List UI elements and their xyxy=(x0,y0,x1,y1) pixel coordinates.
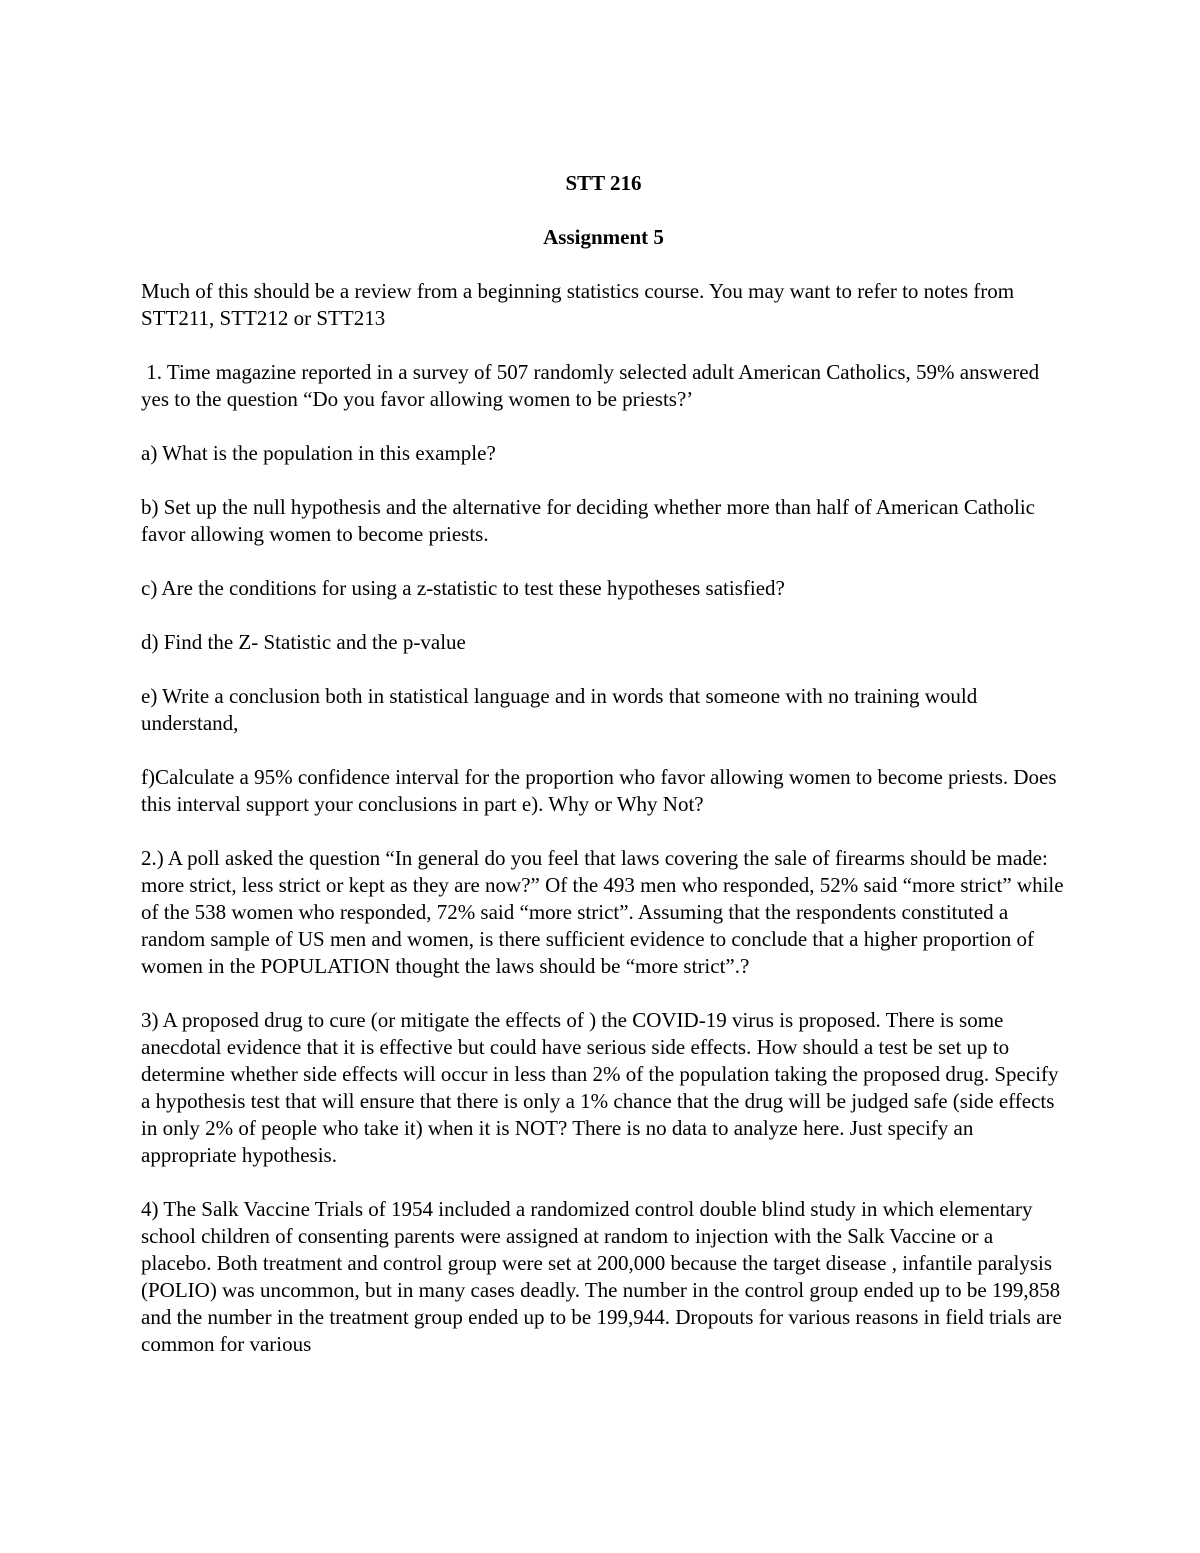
question-1-part-f: f)Calculate a 95% confidence interval for the proportion who favor allowing women to become priests. Does this interval support your conclusions in part e). Why or Why Not? xyxy=(141,765,1057,816)
question-3: 3) A proposed drug to cure (or mitigate the effects of ) the COVID-19 virus is proposed. There is some anecdotal evidence that it is effective but could have serious side effects. How should a test be set up to determine whether side effects will occur in less than 2% of the population taking the proposed drug. Specify a hypothesis test that will ensure that there is only a 1% chance that the drug will be judged safe (side effects in only 2% of people who take it) when it is NOT? There is no data to analyze here. Just specify an appropriate hypothesis. xyxy=(141,1008,1059,1167)
question-4: 4) The Salk Vaccine Trials of 1954 included a randomized control double blind study in which elementary school children of consenting parents were assigned at random to injection with the Salk Vaccine or a placebo. Both treatment and control group were set at 200,000 because the target disease , infantile paralysis (POLIO) was uncommon, but in many cases deadly. The number in the control group ended up to be 199,858 and the number in the treatment group ended up to be 199,944. Dropouts for various reasons in field trials are common for various xyxy=(141,1197,1062,1356)
question-2: 2.) A poll asked the question “In general do you feel that laws covering the sale of firearms should be made: more strict, less strict or kept as they are now?” Of the 493 men who responded, 52% said “more strict” while of the 538 women who responded, 72% said “more strict”. Assuming that the respondents constituted a random sample of US men and women, is there sufficient evidence to conclude that a higher proportion of women in the POPULATION thought the laws should be “more strict”.? xyxy=(141,846,1064,978)
document-body xyxy=(141,170,1066,1385)
question-1-stem: 1. Time magazine reported in a survey of 507 randomly selected adult American Catholics, 59% answered yes to the question “Do you favor allowing women to be priests?’ xyxy=(141,360,1045,411)
question-1-part-e: e) Write a conclusion both in statistical language and in words that someone with no training would understand, xyxy=(141,684,978,735)
question-1-part-d: d) Find the Z- Statistic and the p-value xyxy=(141,630,466,654)
assignment-title: Assignment 5 xyxy=(543,225,664,249)
intro-paragraph: Much of this should be a review from a beginning statistics course. You may want to refer to notes from STT211, STT212 or STT213 xyxy=(141,279,1015,330)
question-1-part-a: a) What is the population in this example? xyxy=(141,441,496,465)
course-title: STT 216 xyxy=(565,171,642,195)
question-1-part-b: b) Set up the null hypothesis and the alternative for deciding whether more than half of American Catholic favor allowing women to become priests. xyxy=(141,495,1035,546)
question-1-part-c: c) Are the conditions for using a z-statistic to test these hypotheses satisfied? xyxy=(141,576,785,600)
